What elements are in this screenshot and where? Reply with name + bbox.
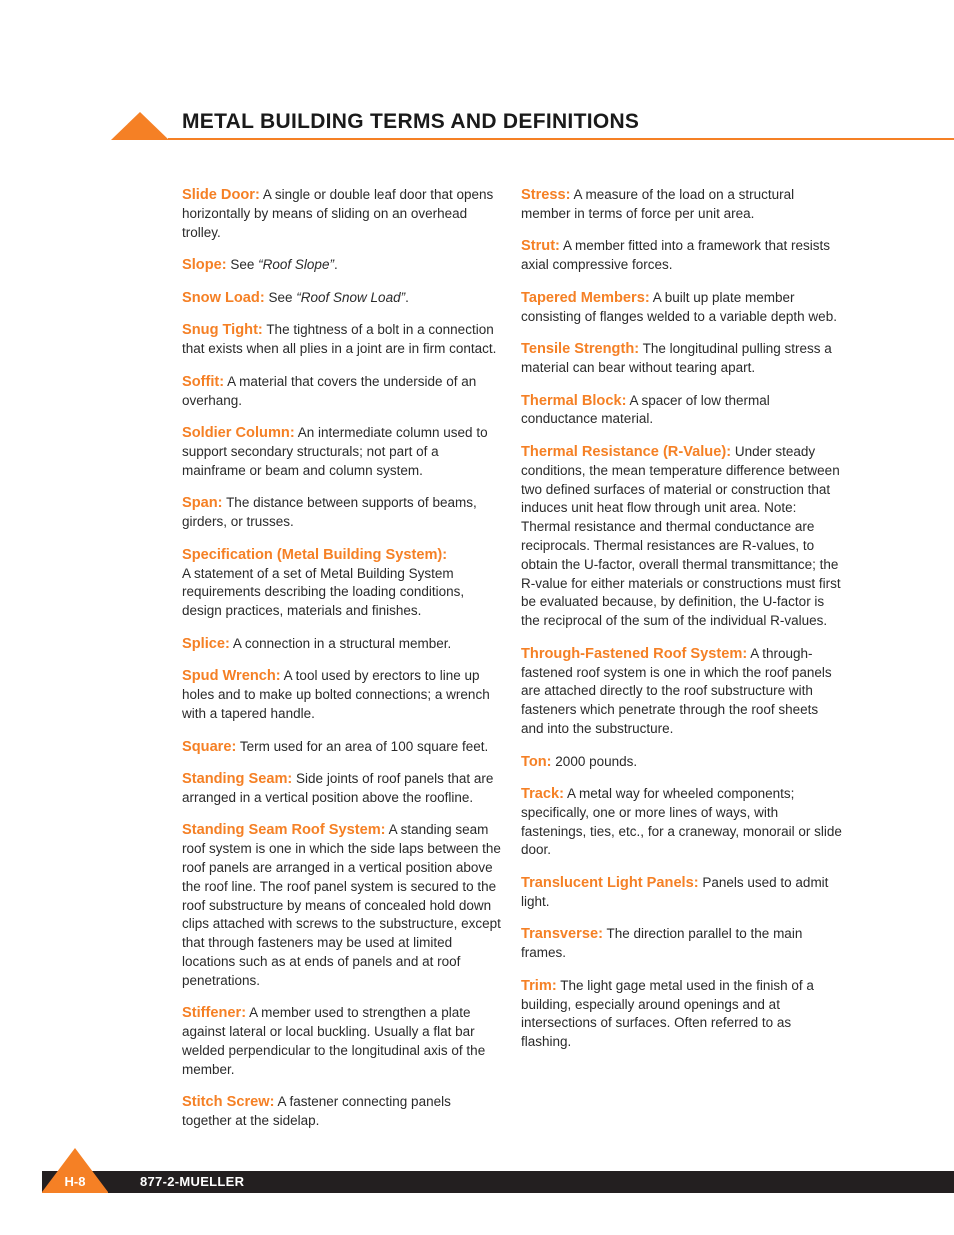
glossary-definition: See xyxy=(230,257,255,273)
glossary-definition: 2000 pounds. xyxy=(555,753,638,769)
glossary-entry xyxy=(182,494,504,532)
glossary-definition: The distance between supports of beams, girders, or trusses. xyxy=(182,495,477,530)
glossary-entry xyxy=(182,821,504,990)
glossary-term: Standing Seam Roof System: xyxy=(182,822,386,839)
glossary-term: Thermal Block: xyxy=(521,392,627,409)
glossary-term: Slope: xyxy=(182,257,227,274)
glossary-term: Span: xyxy=(182,495,223,512)
glossary-term: Slide Door: xyxy=(182,187,260,203)
glossary-definition: A spacer of low thermal conductance material. xyxy=(521,392,770,427)
glossary-entry xyxy=(521,785,843,860)
glossary-definition: A measure of the load on a structural member in terms of force per unit area. xyxy=(521,187,795,221)
glossary-entry xyxy=(521,392,843,430)
glossary-reference: “Roof Slope” xyxy=(258,257,334,273)
glossary-entry xyxy=(521,289,843,327)
glossary-definition: A fastener connecting panels together at the sidelap. xyxy=(182,1094,451,1129)
glossary-entry xyxy=(182,256,504,275)
page-title: METAL BUILDING TERMS AND DEFINITIONS xyxy=(182,110,640,133)
glossary-term: Square: xyxy=(182,738,237,755)
glossary-entry xyxy=(182,289,504,308)
glossary-term: Specification (Metal Building System): xyxy=(182,546,448,563)
glossary-entry xyxy=(182,321,504,359)
glossary-term: Snow Load: xyxy=(182,289,265,306)
glossary-term: Translucent Light Panels: xyxy=(521,875,699,892)
glossary-definition: The longitudinal pulling stress a material can bear without tearing apart. xyxy=(521,341,832,375)
glossary-definition: A connection in a structural member. xyxy=(232,635,452,651)
glossary-entry xyxy=(182,738,504,757)
glossary-term: Trim: xyxy=(521,977,557,994)
glossary-term: Thermal Resistance (R-Value): xyxy=(521,443,732,460)
glossary-definition: The tightness of a bolt in a connection that exists when all plies in a joint are in firm contact. xyxy=(182,322,497,357)
footer-page-number: H-8 xyxy=(64,1174,86,1189)
glossary-entry xyxy=(521,977,843,1052)
header-rule xyxy=(168,138,954,140)
glossary-term: Snug Tight: xyxy=(182,322,263,339)
glossary-term: Tensile Strength: xyxy=(521,341,640,358)
glossary-entry xyxy=(521,925,843,963)
glossary-term: Stitch Screw: xyxy=(182,1094,275,1111)
glossary-definition: A statement of a set of Metal Building System requirements describing the loading conditions, design practices, materials and finishes. xyxy=(182,565,465,619)
glossary-term: Strut: xyxy=(521,238,560,255)
glossary-definition: Term used for an area of 100 square feet. xyxy=(239,738,489,754)
glossary-definition: A member fitted into a framework that resists axial compressive forces. xyxy=(521,238,831,273)
glossary-definition: A member used to strengthen a plate against lateral or local buckling. Usually a flat bar welded perpendicular to the longitudinal axis of the member. xyxy=(182,1005,486,1077)
glossary-term: Transverse: xyxy=(521,926,603,943)
glossary-entry xyxy=(182,373,504,411)
glossary-term: Track: xyxy=(521,786,564,803)
glossary-definition: A metal way for wheeled components; specifically, one or more lines of ways, with fastenings, ties, etc., for a craneway, monorail or slide door. xyxy=(521,786,842,858)
glossary-reference-punctuation: . xyxy=(405,289,409,305)
glossary-entry xyxy=(182,186,504,242)
glossary-entry xyxy=(182,546,504,621)
glossary-entry xyxy=(182,1093,504,1131)
glossary-definition: Under steady conditions, the mean temperature difference between two defined surfaces of material or construction that induces unit heat flow through unit area. Note: Thermal resistance and thermal conductance are reciprocals. Thermal resistances are R-values, to obtain the U-factor, overall thermal transmittance; the R-value for either materials or constructions must first be evaluated because, by definition, the U-factor is the reciprocal of the sum of the individual R-values. xyxy=(521,443,841,629)
footer-phone: 877-2-MUELLER xyxy=(140,1174,245,1189)
glossary-entry xyxy=(182,770,504,808)
header-triangle-decoration xyxy=(111,112,169,140)
glossary-term: Soldier Column: xyxy=(182,425,295,442)
glossary-term: Splice: xyxy=(182,635,230,652)
glossary-definition: Side joints of roof panels that are arranged in a vertical position above the roofline. xyxy=(182,771,494,805)
glossary-entry xyxy=(182,1004,504,1079)
glossary-definition: An intermediate column used to support secondary structurals; not part of a mainframe or beam and column system. xyxy=(182,425,488,478)
glossary-reference: “Roof Snow Load” xyxy=(296,289,406,305)
right-column xyxy=(521,186,843,1066)
glossary-term: Standing Seam: xyxy=(182,771,293,788)
glossary-definition: A built up plate member consisting of flanges welded to a variable depth web. xyxy=(521,289,837,324)
glossary-reference-punctuation: . xyxy=(333,257,338,273)
glossary-definition: A through-fastened roof system is one in which the roof panels are attached directly to the roof substructure with fasteners which penetrate through the roof sheets and into the substructure. xyxy=(521,645,832,736)
glossary-definition: See xyxy=(268,289,293,305)
glossary-term: Stress: xyxy=(521,187,571,203)
glossary-definition: A single or double leaf door that opens horizontally by means of sliding on an overhead trolley. xyxy=(182,187,494,240)
glossary-entry xyxy=(521,237,843,275)
glossary-entry xyxy=(521,753,843,772)
glossary-term: Stiffener: xyxy=(182,1005,247,1022)
glossary-entry xyxy=(182,635,504,654)
glossary-entry xyxy=(521,443,843,631)
glossary-definition: The light gage metal used in the finish of a building, especially around openings and at intersections of surfaces. Often referred to as flashing. xyxy=(521,977,814,1050)
glossary-term: Tapered Members: xyxy=(521,289,650,306)
glossary-definition: The direction parallel to the main frames. xyxy=(521,926,803,961)
glossary-entry xyxy=(521,645,843,739)
glossary-entry xyxy=(182,667,504,723)
glossary-term: Ton: xyxy=(521,753,552,770)
glossary-definition: Panels used to admit light. xyxy=(521,875,829,909)
glossary-definition: A standing seam roof system is one in which the side laps between the roof panels are arranged in a vertical position above the roof line. The roof panel system is secured to the roof substructure by means of concealed hold down clips attached with screws to the substructure, except that through fasteners may be used at limited locations such as at ends of panels and at roof penetrations. xyxy=(182,822,501,988)
glossary-definition: A tool used by erectors to line up holes and to make up bolted connections; a wrench with a tapered handle. xyxy=(182,668,490,721)
glossary-term: Soffit: xyxy=(182,373,225,390)
glossary-term: Spud Wrench: xyxy=(182,668,281,685)
glossary-entry xyxy=(521,340,843,378)
glossary-entry xyxy=(521,874,843,912)
glossary-entry xyxy=(182,424,504,480)
glossary-definition: A material that covers the underside of an overhang. xyxy=(182,373,477,408)
glossary-term: Through-Fastened Roof System: xyxy=(521,645,748,662)
glossary-entry xyxy=(521,186,843,224)
left-column xyxy=(182,186,504,1145)
